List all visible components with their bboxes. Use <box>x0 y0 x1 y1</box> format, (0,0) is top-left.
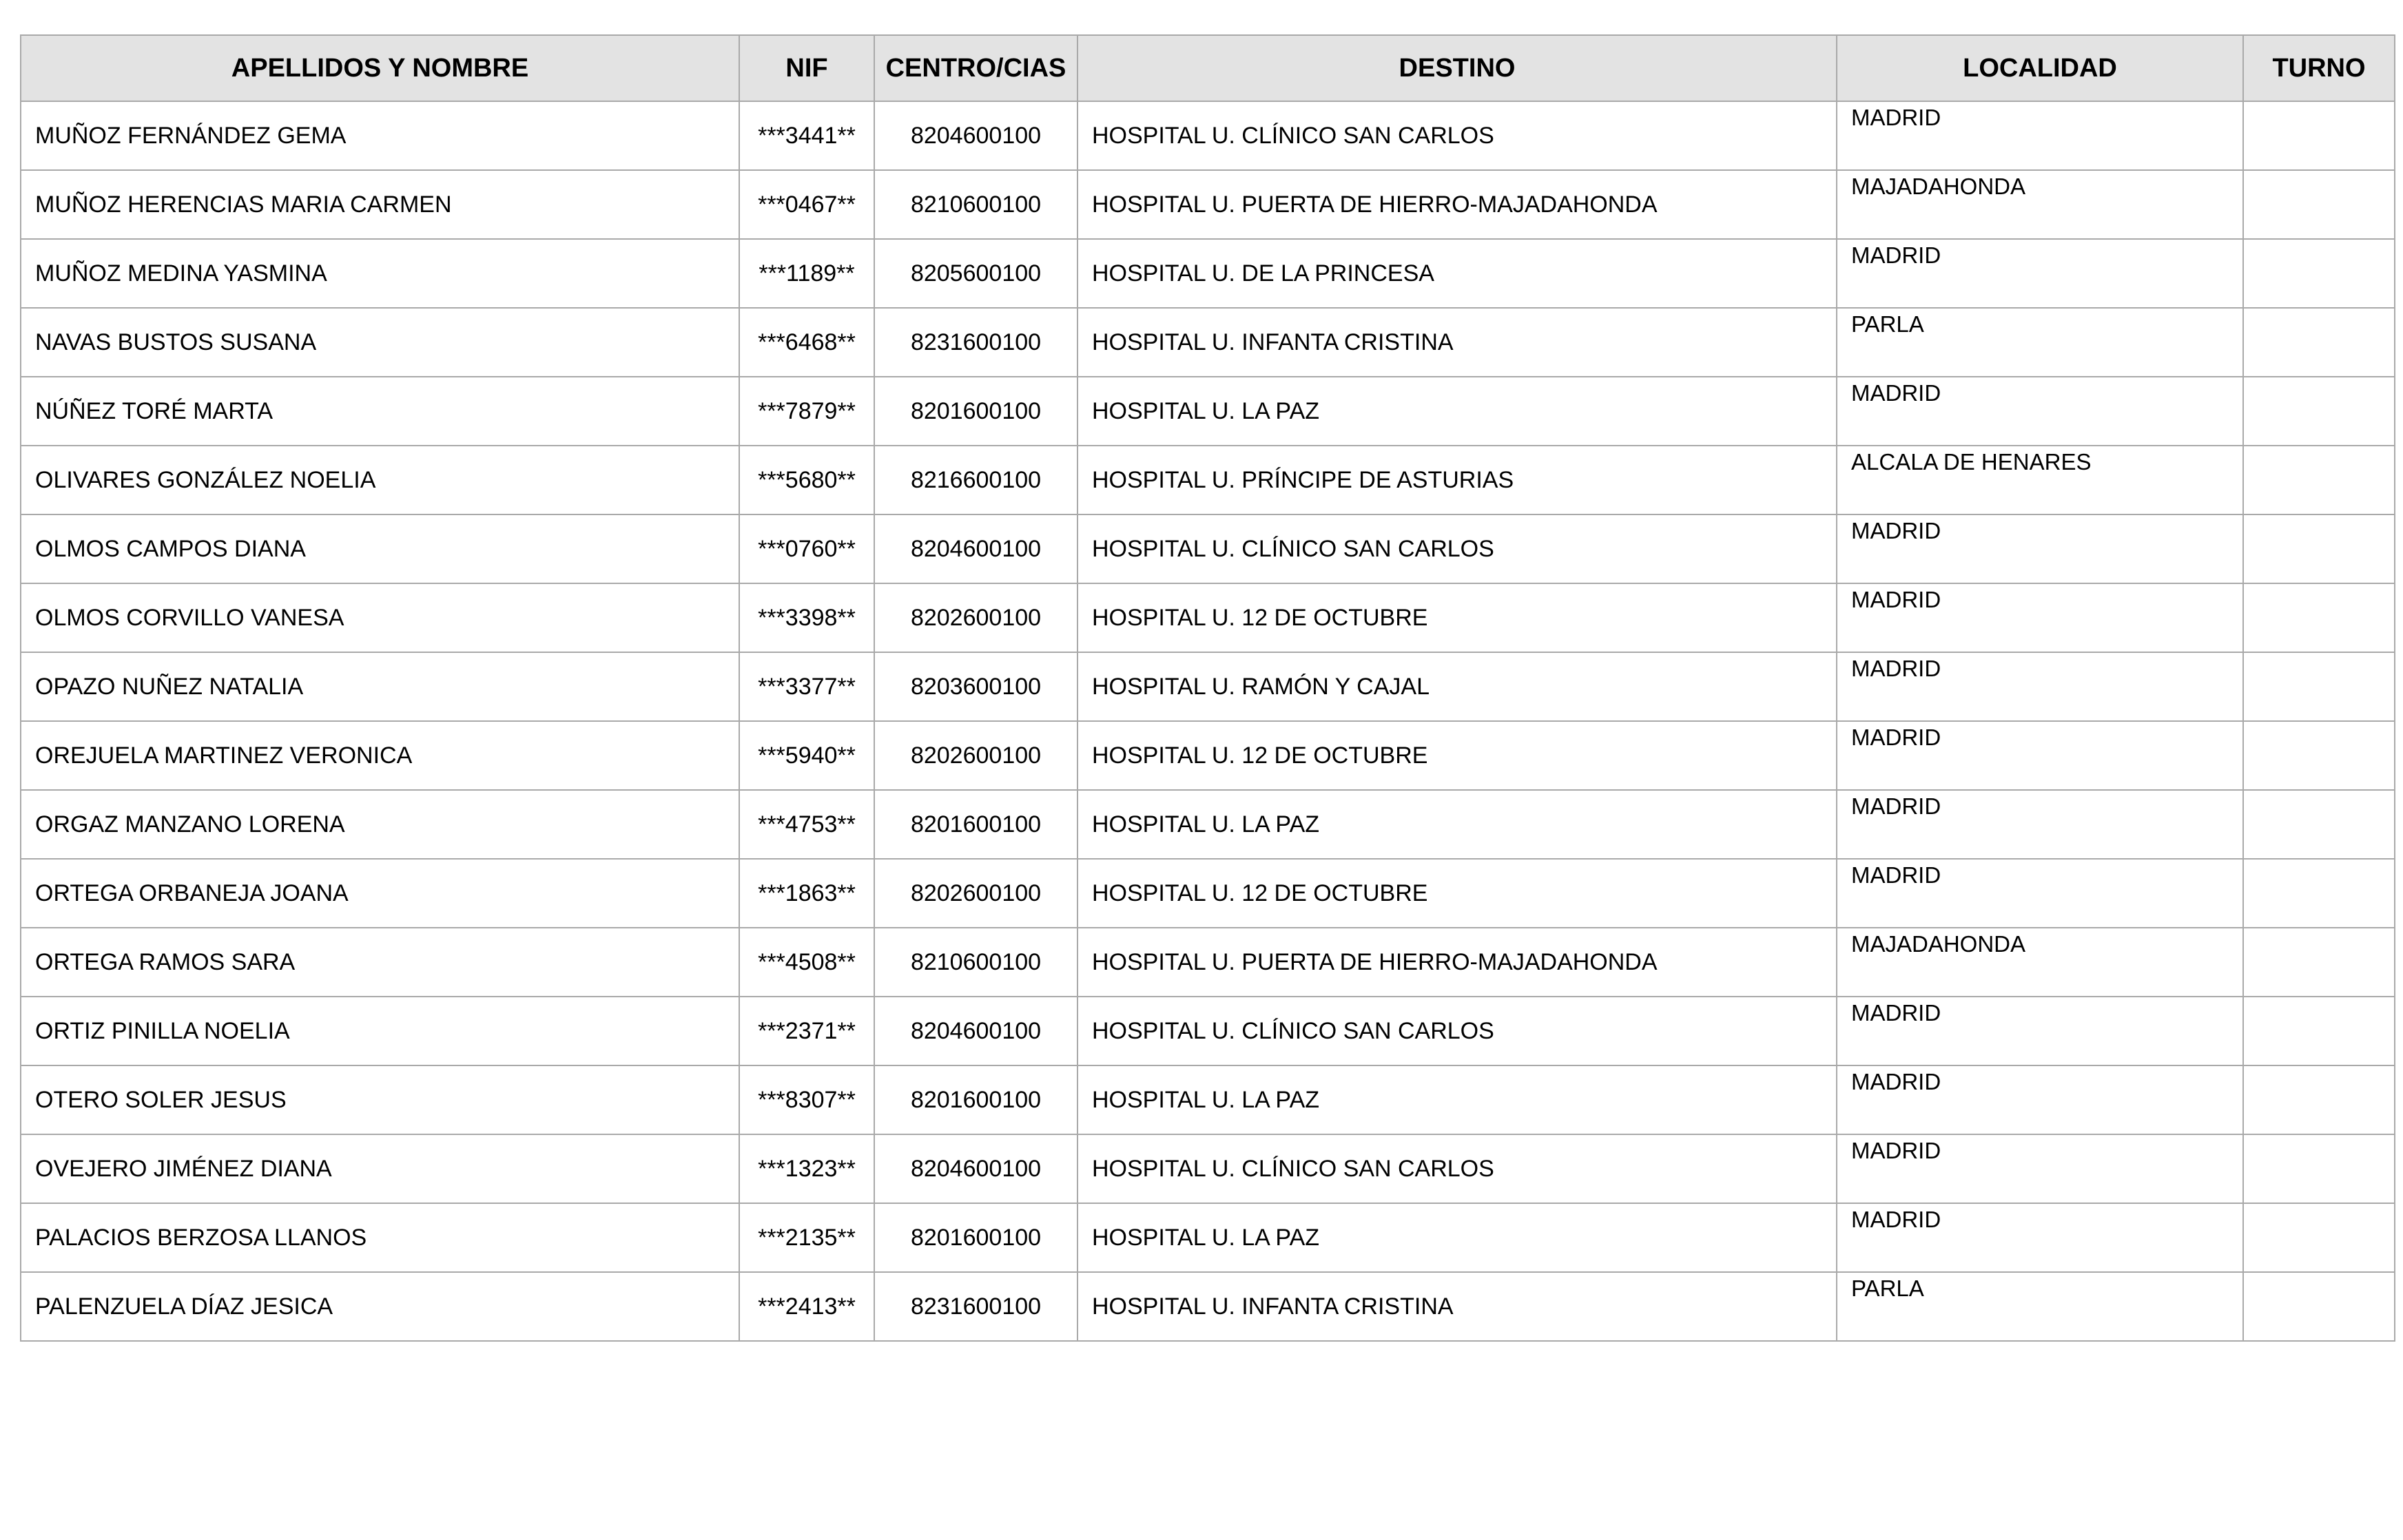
cell-nif: ***5680** <box>739 446 874 514</box>
cell-name: PALENZUELA DÍAZ JESICA <box>21 1272 739 1341</box>
header-cias: CENTRO/CIAS <box>874 35 1077 101</box>
cell-name: OVEJERO JIMÉNEZ DIANA <box>21 1134 739 1203</box>
table-body <box>21 101 2395 1341</box>
cell-localidad: MADRID <box>1837 859 2243 928</box>
cell-turno <box>2243 652 2395 721</box>
cell-cias: 8216600100 <box>874 446 1077 514</box>
table-row <box>21 1203 2395 1272</box>
cell-name: MUÑOZ HERENCIAS MARIA CARMEN <box>21 170 739 239</box>
header-turno: TURNO <box>2243 35 2395 101</box>
cell-destino: HOSPITAL U. INFANTA CRISTINA <box>1077 1272 1837 1341</box>
table-row <box>21 790 2395 859</box>
cell-destino: HOSPITAL U. LA PAZ <box>1077 377 1837 446</box>
cell-localidad: ALCALA DE HENARES <box>1837 446 2243 514</box>
cell-cias: 8204600100 <box>874 101 1077 170</box>
cell-localidad: MADRID <box>1837 583 2243 652</box>
cell-nif: ***1189** <box>739 239 874 308</box>
cell-cias: 8201600100 <box>874 377 1077 446</box>
cell-turno <box>2243 1272 2395 1341</box>
cell-localidad: MADRID <box>1837 1203 2243 1272</box>
cell-turno <box>2243 790 2395 859</box>
cell-localidad: MAJADAHONDA <box>1837 170 2243 239</box>
cell-localidad: MADRID <box>1837 101 2243 170</box>
header-destino: DESTINO <box>1077 35 1837 101</box>
cell-name: MUÑOZ MEDINA YASMINA <box>21 239 739 308</box>
cell-name: ORGAZ MANZANO LORENA <box>21 790 739 859</box>
table-row <box>21 1272 2395 1341</box>
cell-nif: ***0760** <box>739 514 874 583</box>
cell-turno <box>2243 514 2395 583</box>
cell-destino: HOSPITAL U. INFANTA CRISTINA <box>1077 308 1837 377</box>
assignments-table <box>20 34 2395 1342</box>
cell-nif: ***1863** <box>739 859 874 928</box>
table-row <box>21 446 2395 514</box>
cell-turno <box>2243 377 2395 446</box>
cell-cias: 8204600100 <box>874 514 1077 583</box>
cell-destino: HOSPITAL U. 12 DE OCTUBRE <box>1077 859 1837 928</box>
cell-localidad: PARLA <box>1837 1272 2243 1341</box>
cell-turno <box>2243 1065 2395 1134</box>
cell-name: MUÑOZ FERNÁNDEZ GEMA <box>21 101 739 170</box>
cell-name: OPAZO NUÑEZ NATALIA <box>21 652 739 721</box>
cell-localidad: MADRID <box>1837 377 2243 446</box>
cell-cias: 8201600100 <box>874 790 1077 859</box>
cell-destino: HOSPITAL U. PUERTA DE HIERRO-MAJADAHONDA <box>1077 928 1837 997</box>
table-row <box>21 514 2395 583</box>
cell-destino: HOSPITAL U. CLÍNICO SAN CARLOS <box>1077 997 1837 1065</box>
table-row <box>21 928 2395 997</box>
table-row <box>21 1065 2395 1134</box>
cell-nif: ***1323** <box>739 1134 874 1203</box>
cell-destino: HOSPITAL U. LA PAZ <box>1077 790 1837 859</box>
cell-destino: HOSPITAL U. CLÍNICO SAN CARLOS <box>1077 514 1837 583</box>
cell-name: OREJUELA MARTINEZ VERONICA <box>21 721 739 790</box>
cell-localidad: MADRID <box>1837 790 2243 859</box>
cell-cias: 8204600100 <box>874 1134 1077 1203</box>
cell-cias: 8202600100 <box>874 721 1077 790</box>
cell-localidad: MADRID <box>1837 652 2243 721</box>
cell-turno <box>2243 721 2395 790</box>
cell-turno <box>2243 1134 2395 1203</box>
table-row <box>21 1134 2395 1203</box>
cell-destino: HOSPITAL U. PUERTA DE HIERRO-MAJADAHONDA <box>1077 170 1837 239</box>
cell-nif: ***7879** <box>739 377 874 446</box>
cell-nif: ***0467** <box>739 170 874 239</box>
header-nif: NIF <box>739 35 874 101</box>
table-header <box>21 35 2395 101</box>
cell-turno <box>2243 859 2395 928</box>
cell-cias: 8201600100 <box>874 1203 1077 1272</box>
header-row <box>21 35 2395 101</box>
cell-localidad: MADRID <box>1837 514 2243 583</box>
cell-name: ORTIZ PINILLA NOELIA <box>21 997 739 1065</box>
cell-turno <box>2243 101 2395 170</box>
cell-cias: 8205600100 <box>874 239 1077 308</box>
cell-name: OTERO SOLER JESUS <box>21 1065 739 1134</box>
header-name: APELLIDOS Y NOMBRE <box>21 35 739 101</box>
cell-turno <box>2243 1203 2395 1272</box>
cell-name: OLIVARES GONZÁLEZ NOELIA <box>21 446 739 514</box>
cell-cias: 8231600100 <box>874 1272 1077 1341</box>
cell-name: OLMOS CORVILLO VANESA <box>21 583 739 652</box>
cell-localidad: MADRID <box>1837 721 2243 790</box>
cell-localidad: MADRID <box>1837 1134 2243 1203</box>
cell-localidad: MAJADAHONDA <box>1837 928 2243 997</box>
cell-nif: ***4753** <box>739 790 874 859</box>
table-row <box>21 308 2395 377</box>
cell-nif: ***3441** <box>739 101 874 170</box>
cell-cias: 8210600100 <box>874 170 1077 239</box>
cell-destino: HOSPITAL U. LA PAZ <box>1077 1065 1837 1134</box>
cell-name: ORTEGA ORBANEJA JOANA <box>21 859 739 928</box>
table-row <box>21 239 2395 308</box>
cell-turno <box>2243 583 2395 652</box>
cell-localidad: MADRID <box>1837 1065 2243 1134</box>
cell-destino: HOSPITAL U. 12 DE OCTUBRE <box>1077 583 1837 652</box>
cell-destino: HOSPITAL U. DE LA PRINCESA <box>1077 239 1837 308</box>
cell-turno <box>2243 446 2395 514</box>
cell-nif: ***3398** <box>739 583 874 652</box>
cell-destino: HOSPITAL U. RAMÓN Y CAJAL <box>1077 652 1837 721</box>
cell-nif: ***2135** <box>739 1203 874 1272</box>
cell-cias: 8202600100 <box>874 859 1077 928</box>
cell-name: NAVAS BUSTOS SUSANA <box>21 308 739 377</box>
table-row <box>21 721 2395 790</box>
cell-name: OLMOS CAMPOS DIANA <box>21 514 739 583</box>
cell-nif: ***4508** <box>739 928 874 997</box>
header-localidad: LOCALIDAD <box>1837 35 2243 101</box>
cell-destino: HOSPITAL U. PRÍNCIPE DE ASTURIAS <box>1077 446 1837 514</box>
table-row <box>21 859 2395 928</box>
cell-nif: ***2371** <box>739 997 874 1065</box>
cell-nif: ***3377** <box>739 652 874 721</box>
table-row <box>21 652 2395 721</box>
cell-turno <box>2243 170 2395 239</box>
cell-destino: HOSPITAL U. 12 DE OCTUBRE <box>1077 721 1837 790</box>
table-row <box>21 997 2395 1065</box>
table-row <box>21 170 2395 239</box>
cell-localidad: MADRID <box>1837 997 2243 1065</box>
cell-localidad: PARLA <box>1837 308 2243 377</box>
cell-cias: 8210600100 <box>874 928 1077 997</box>
cell-turno <box>2243 928 2395 997</box>
cell-cias: 8204600100 <box>874 997 1077 1065</box>
cell-destino: HOSPITAL U. CLÍNICO SAN CARLOS <box>1077 101 1837 170</box>
table-row <box>21 583 2395 652</box>
cell-name: ORTEGA RAMOS SARA <box>21 928 739 997</box>
cell-cias: 8231600100 <box>874 308 1077 377</box>
cell-nif: ***2413** <box>739 1272 874 1341</box>
cell-turno <box>2243 997 2395 1065</box>
cell-name: NÚÑEZ TORÉ MARTA <box>21 377 739 446</box>
cell-cias: 8201600100 <box>874 1065 1077 1134</box>
cell-localidad: MADRID <box>1837 239 2243 308</box>
cell-destino: HOSPITAL U. CLÍNICO SAN CARLOS <box>1077 1134 1837 1203</box>
cell-turno <box>2243 308 2395 377</box>
cell-destino: HOSPITAL U. LA PAZ <box>1077 1203 1837 1272</box>
cell-turno <box>2243 239 2395 308</box>
cell-nif: ***5940** <box>739 721 874 790</box>
table-row <box>21 101 2395 170</box>
cell-nif: ***8307** <box>739 1065 874 1134</box>
cell-nif: ***6468** <box>739 308 874 377</box>
cell-name: PALACIOS BERZOSA LLANOS <box>21 1203 739 1272</box>
cell-cias: 8203600100 <box>874 652 1077 721</box>
table-row <box>21 377 2395 446</box>
cell-cias: 8202600100 <box>874 583 1077 652</box>
